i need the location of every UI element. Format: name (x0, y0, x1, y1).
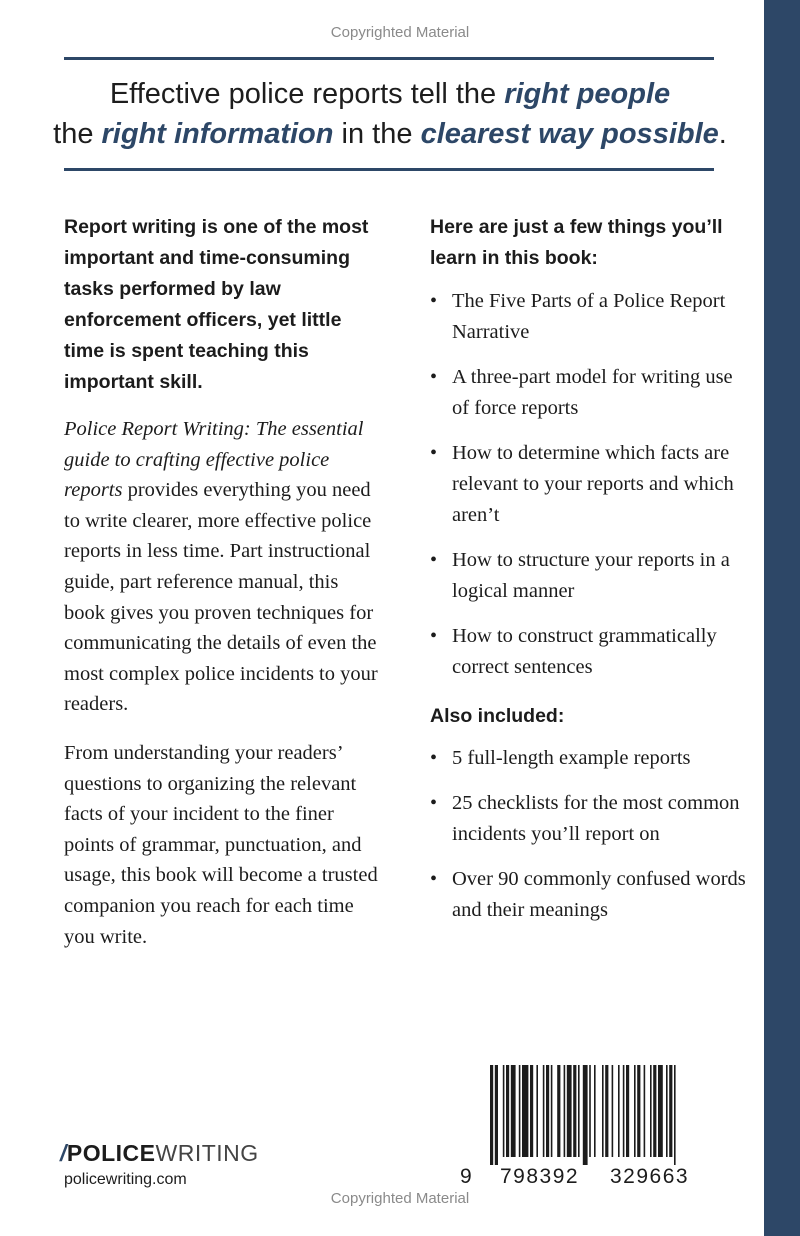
barcode-bar (564, 1065, 566, 1157)
barcode-bar (511, 1065, 516, 1157)
watermark-top: Copyrighted Material (330, 24, 470, 41)
description-paragraph (64, 414, 384, 720)
list-item-text: How to construct grammatically correct sentences (452, 625, 717, 678)
barcode-bar (530, 1065, 533, 1157)
list-item (430, 864, 750, 925)
barcode-bar (495, 1065, 498, 1165)
isbn-barcode (460, 1065, 730, 1195)
barcode-bar (578, 1065, 580, 1157)
bullet-icon: • (430, 366, 438, 389)
description-text: provides everything you need to write clearer, more effective police reports in less time. Part instructional guide, part reference manual, this book gives you proven techniques for communicating the details of even the most complex police incidents to your readers. (64, 479, 378, 716)
bullet-icon: • (430, 442, 438, 465)
bullet-icon: • (430, 625, 438, 648)
barcode-bar (602, 1065, 604, 1157)
publisher-website: policewriting.com (64, 1171, 187, 1188)
barcode-digits-right: 329663 (610, 1165, 690, 1188)
list-item-text: The Five Parts of a Police Report Narrative (452, 290, 726, 343)
bullet-icon: • (430, 290, 438, 312)
barcode-bar (519, 1065, 521, 1157)
logo-slash-icon: / (60, 1140, 67, 1166)
also-list (430, 743, 750, 926)
barcode-bar (626, 1065, 629, 1157)
barcode-bar (573, 1065, 576, 1157)
barcode-bar (666, 1065, 668, 1157)
barcode-bar (650, 1065, 652, 1157)
divider-bottom (64, 168, 714, 171)
list-item-text: 25 checklists for the most common incidents you’ll report on (452, 792, 740, 845)
barcode-bar (503, 1065, 505, 1157)
bullet-icon: • (430, 792, 438, 815)
barcode-bar (658, 1065, 663, 1157)
barcode-bar (567, 1065, 572, 1157)
tagline-text: . (718, 118, 727, 150)
barcode-bar (506, 1065, 509, 1157)
list-item (430, 286, 750, 347)
logo-word-light: WRITING (155, 1140, 259, 1166)
publisher-logo (60, 1140, 259, 1167)
right-lead: Here are just a few things you’ll learn in this book: (430, 216, 723, 269)
barcode-bar (546, 1065, 549, 1157)
barcode-bar (653, 1065, 656, 1157)
also-included-heading: Also included: (430, 704, 565, 727)
closing-paragraph: From understanding your readers’ questions to organizing the relevant facts of your incident to the finer points of grammar, punctuation, and usage, this book will become a trusted companion you reach for each time you write. (64, 741, 378, 948)
list-item (430, 788, 750, 849)
barcode-bar (618, 1065, 620, 1157)
tagline-line-2 (40, 114, 740, 154)
list-item (430, 545, 750, 606)
list-item-text: A three-part model for writing use of force reports (452, 366, 733, 419)
learn-list (430, 286, 750, 683)
list-item-text: 5 full-length example reports (452, 746, 691, 769)
bullet-icon: • (430, 746, 438, 769)
barcode-bar (536, 1065, 538, 1157)
barcode-bar (490, 1065, 493, 1165)
barcode-bar (522, 1065, 528, 1157)
tagline-emphasis: clearest way possible (420, 118, 719, 150)
barcode-bar (589, 1065, 591, 1157)
barcode-bar (674, 1065, 676, 1165)
barcode-bars (460, 1065, 730, 1165)
left-lead: Report writing is one of the most important and time-consuming tasks performed by law enforcement officers, yet little time is spent teaching this important skill. (64, 216, 369, 393)
barcode-bar (612, 1065, 614, 1157)
spine-bar (764, 0, 800, 1236)
barcode-digits-left: 798392 (500, 1165, 580, 1188)
barcode-bar (623, 1065, 625, 1157)
watermark-bottom: Copyrighted Material (330, 1190, 470, 1207)
bullet-icon: • (430, 868, 438, 891)
barcode-bar (605, 1065, 608, 1157)
book-title: Police Report Writing: The essential guide to crafting effective police reports (64, 418, 364, 502)
barcode-bar (551, 1065, 553, 1157)
barcode-bar (644, 1065, 646, 1157)
list-item (430, 743, 750, 774)
tagline-text: the (53, 118, 102, 150)
list-item (430, 621, 750, 682)
barcode-bar (594, 1065, 596, 1157)
bullet-icon: • (430, 549, 438, 572)
barcode-bar (583, 1065, 588, 1165)
barcode-bar (634, 1065, 636, 1157)
list-item-text: How to determine which facts are relevant to your reports and which aren’t (452, 442, 734, 526)
list-item (430, 362, 750, 423)
list-item-text: Over 90 commonly confused words and their meanings (452, 868, 746, 921)
barcode-bar (557, 1065, 560, 1157)
barcode-bar (669, 1065, 672, 1157)
tagline-emphasis: right people (504, 78, 671, 110)
tagline-emphasis: right information (101, 118, 334, 150)
tagline-text: in the (333, 118, 421, 150)
list-item (430, 438, 750, 530)
tagline (40, 74, 740, 154)
barcode-bar (543, 1065, 545, 1157)
logo-word-strong: POLICE (66, 1140, 156, 1166)
divider-top (64, 57, 714, 60)
right-column (430, 212, 750, 944)
left-column (64, 212, 384, 970)
barcode-digit-lead: 9 (460, 1165, 472, 1188)
tagline-line-1 (40, 74, 740, 114)
barcode-bar (637, 1065, 640, 1157)
tagline-text: Effective police reports tell the (109, 78, 505, 110)
list-item-text: How to structure your reports in a logical manner (452, 549, 730, 602)
